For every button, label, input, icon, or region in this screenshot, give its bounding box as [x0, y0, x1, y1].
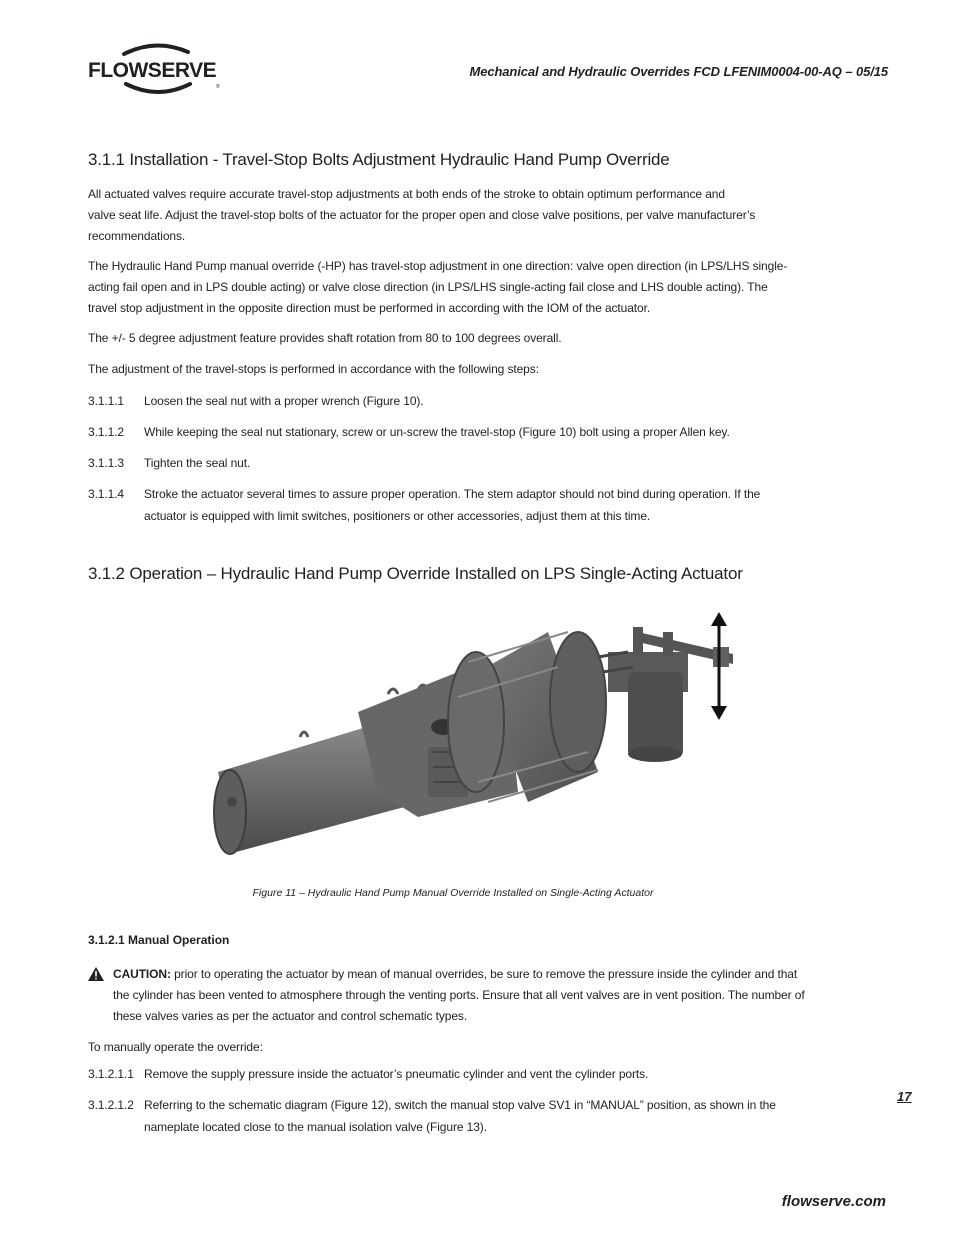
caution-label: CAUTION: — [113, 967, 171, 981]
paragraph-manual-intro: To manually operate the override: — [88, 1040, 263, 1054]
paragraph-travel-stop-intro: All actuated valves require accurate travel-stop adjustments at both ends of the stroke to obtain optimum performance and valve seat life. Adjust the travel-stop bolts of the actuator for the proper open and close valve positions, per valve manufacturer’s recommendations. — [88, 187, 756, 243]
caution-text: prior to operating the actuator by mean of manual overrides, be sure to remove the pressure inside the cylinder and that the cylinder has been vented to atmosphere through the venting ports. Ensure that all vent valves are in vent position. The number of these valves varies as per the actuator and control schematic types. — [113, 967, 805, 1023]
step-3114: 3.1.1.4 Stroke the actuator several times to assure proper operation. The stem adaptor should not bind during operation. If the actuator is equipped with limit switches, positioners or other accessories, adjust them at this time. — [88, 487, 761, 523]
subheading-manual-operation: 3.1.2.1 Manual Operation — [88, 933, 230, 947]
section-heading-311: 3.1.1 Installation - Travel-Stop Bolts Adjustment Hydraulic Hand Pump Override — [88, 150, 670, 169]
paragraph-adjustment-feature: The +/- 5 degree adjustment feature provides shaft rotation from 80 to 100 degrees overall. — [88, 331, 562, 345]
page-number: 17 — [897, 1089, 912, 1104]
logo-text: FLOWSERVE — [88, 59, 217, 82]
step-3111: 3.1.1.1 Loosen the seal nut with a proper wrench (Figure 10). — [88, 394, 424, 408]
caution-note — [113, 964, 813, 1027]
step-31211: 3.1.2.1.1 Remove the supply pressure inside the actuator’s pneumatic cylinder and vent the cylinder ports. — [88, 1067, 649, 1081]
warning-icon — [88, 967, 104, 981]
paragraph-hp-override: The Hydraulic Hand Pump manual override (-HP) has travel-stop adjustment in one direction: valve open direction (in LPS/LHS single- acting fail open and in LPS double acting) or valve close direction (in LPS/LHS single-acting fail close and LHS double acting). The travel stop adjustment in the opposite direction must be performed in according with the IOM of the actuator. — [88, 259, 788, 315]
step-3112: 3.1.1.2 While keeping the seal nut stationary, screw or un-screw the travel-stop (Figure 10) bolt using a proper Allen key. — [88, 425, 730, 439]
step-31212: 3.1.2.1.2 Referring to the schematic diagram (Figure 12), switch the manual stop valve SV1 in “MANUAL” position, as shown in the nameplate located close to the manual isolation valve (Figure 13). — [88, 1098, 776, 1134]
paragraph-steps-intro: The adjustment of the travel-stops is performed in accordance with the following steps: — [88, 362, 539, 376]
step-3113: 3.1.1.3 Tighten the seal nut. — [88, 456, 251, 470]
figure-caption: Figure 11 – Hydraulic Hand Pump Manual Override Installed on Single-Acting Actuator — [252, 887, 654, 899]
footer-url: flowserve.com — [781, 1193, 886, 1210]
actuator-figure — [208, 602, 748, 872]
header-title: Mechanical and Hydraulic Overrides FCD LFENIM0004-00-AQ – 05/15 — [469, 64, 888, 79]
flowserve-logo — [86, 40, 226, 96]
svg-text:®: ® — [216, 84, 220, 90]
section-heading-312: 3.1.2 Operation – Hydraulic Hand Pump Override Installed on LPS Single-Acting Actuator — [88, 564, 743, 583]
